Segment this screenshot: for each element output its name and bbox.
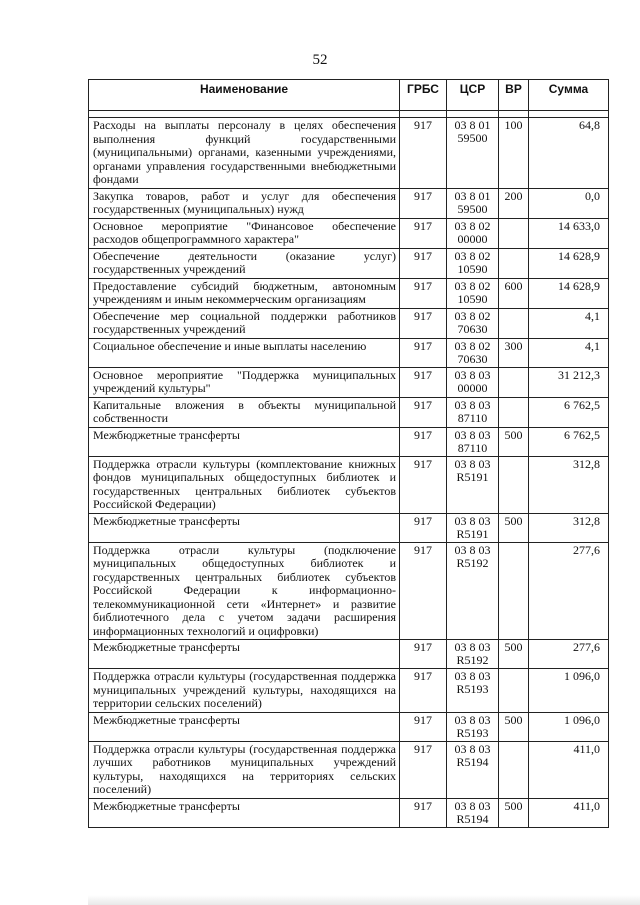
row-grbs: 917 — [400, 640, 447, 669]
page-edge-shadow — [88, 895, 640, 905]
row-csr: 03 8 03 R5194 — [447, 798, 499, 827]
row-csr: 03 8 01 59500 — [447, 118, 499, 189]
row-grbs: 917 — [400, 367, 447, 397]
table-row — [89, 278, 609, 308]
row-name: Поддержка отрасли культуры (подключение муниципальных общедоступных библиотек и государственных центральных библиотек субъектов Российской Федерации к информационно-телекоммуникационной сети «Интернет» и развитие библиотечного дела с учетом задачи расширения информационных технологий и оцифровки) — [89, 542, 400, 640]
row-grbs: 917 — [400, 427, 447, 456]
row-csr: 03 8 03 R5191 — [447, 456, 499, 513]
row-vr — [499, 218, 529, 248]
row-vr: 500 — [499, 798, 529, 827]
row-sum: 277,6 — [529, 640, 609, 669]
table-row — [89, 248, 609, 278]
row-vr — [499, 456, 529, 513]
row-grbs: 917 — [400, 248, 447, 278]
row-vr: 300 — [499, 338, 529, 367]
row-vr — [499, 248, 529, 278]
row-name: Межбюджетные трансферты — [89, 513, 400, 542]
row-csr: 03 8 03 R5193 — [447, 712, 499, 741]
table-row — [89, 427, 609, 456]
table-row — [89, 218, 609, 248]
table-body — [89, 118, 609, 828]
row-grbs: 917 — [400, 669, 447, 713]
row-name: Межбюджетные трансферты — [89, 798, 400, 827]
row-sum: 31 212,3 — [529, 367, 609, 397]
row-sum: 6 762,5 — [529, 397, 609, 427]
row-vr — [499, 669, 529, 713]
row-grbs: 917 — [400, 338, 447, 367]
table-row — [89, 669, 609, 713]
row-vr — [499, 397, 529, 427]
page-number: 52 — [312, 52, 328, 68]
table-row — [89, 741, 609, 798]
row-vr: 100 — [499, 118, 529, 189]
row-name: Основное мероприятие "Поддержка муниципальных учреждений культуры" — [89, 367, 400, 397]
row-grbs: 917 — [400, 397, 447, 427]
table-row — [89, 397, 609, 427]
row-csr: 03 8 02 70630 — [447, 308, 499, 338]
row-sum: 1 096,0 — [529, 712, 609, 741]
header-csr: ЦСР — [447, 80, 499, 111]
row-name: Предоставление субсидий бюджетным, автономным учреждениям и иным некоммерческим организациям — [89, 278, 400, 308]
row-name: Социальное обеспечение и иные выплаты населению — [89, 338, 400, 367]
header-grbs: ГРБС — [400, 80, 447, 111]
row-grbs: 917 — [400, 712, 447, 741]
row-sum: 64,8 — [529, 118, 609, 189]
row-name: Расходы на выплаты персоналу в целях обеспечения выполнения функций государственными (муниципальными) органами, казенными учреждениями, органами управления государственными внебюджетными фондами — [89, 118, 400, 189]
row-csr: 03 8 03 R5194 — [447, 741, 499, 798]
table-row — [89, 513, 609, 542]
row-grbs: 917 — [400, 798, 447, 827]
table-row — [89, 712, 609, 741]
row-csr: 03 8 02 70630 — [447, 338, 499, 367]
row-sum: 277,6 — [529, 542, 609, 640]
row-sum: 0,0 — [529, 188, 609, 218]
row-vr — [499, 308, 529, 338]
row-grbs: 917 — [400, 118, 447, 189]
row-sum: 312,8 — [529, 456, 609, 513]
row-sum: 14 628,9 — [529, 248, 609, 278]
row-vr — [499, 367, 529, 397]
row-csr: 03 8 03 R5192 — [447, 542, 499, 640]
row-grbs: 917 — [400, 741, 447, 798]
row-sum: 4,1 — [529, 338, 609, 367]
row-sum: 312,8 — [529, 513, 609, 542]
row-name: Капитальные вложения в объекты муниципальной собственности — [89, 397, 400, 427]
row-name: Поддержка отрасли культуры (государственная поддержка лучших работников муниципальных учреждений культуры, находящихся на территориях сельских поселений) — [89, 741, 400, 798]
table-row — [89, 456, 609, 513]
row-grbs: 917 — [400, 456, 447, 513]
row-sum: 14 633,0 — [529, 218, 609, 248]
row-csr: 03 8 03 87110 — [447, 397, 499, 427]
row-vr: 600 — [499, 278, 529, 308]
row-vr: 500 — [499, 427, 529, 456]
header-sum: Сумма — [529, 80, 609, 111]
row-csr: 03 8 02 10590 — [447, 248, 499, 278]
row-csr: 03 8 02 00000 — [447, 218, 499, 248]
table-row — [89, 640, 609, 669]
row-sum: 411,0 — [529, 798, 609, 827]
row-csr: 03 8 03 R5193 — [447, 669, 499, 713]
row-name: Основное мероприятие "Финансовое обеспечение расходов общепрограммного характера" — [89, 218, 400, 248]
row-sum: 411,0 — [529, 741, 609, 798]
row-grbs: 917 — [400, 188, 447, 218]
header-spacer — [89, 111, 609, 118]
row-vr: 500 — [499, 712, 529, 741]
row-vr: 500 — [499, 513, 529, 542]
row-grbs: 917 — [400, 542, 447, 640]
table-header — [89, 80, 609, 118]
row-csr: 03 8 03 00000 — [447, 367, 499, 397]
row-csr: 03 8 01 59500 — [447, 188, 499, 218]
row-sum: 4,1 — [529, 308, 609, 338]
row-csr: 03 8 03 R5192 — [447, 640, 499, 669]
row-name: Обеспечение мер социальной поддержки работников государственных учреждений — [89, 308, 400, 338]
row-sum: 6 762,5 — [529, 427, 609, 456]
row-name: Межбюджетные трансферты — [89, 712, 400, 741]
budget-table — [88, 79, 609, 828]
row-grbs: 917 — [400, 278, 447, 308]
row-name: Закупка товаров, работ и услуг для обеспечения государственных (муниципальных) нужд — [89, 188, 400, 218]
row-name: Обеспечение деятельности (оказание услуг) государственных учреждений — [89, 248, 400, 278]
table-row — [89, 188, 609, 218]
row-csr: 03 8 03 87110 — [447, 427, 499, 456]
row-vr — [499, 741, 529, 798]
row-name: Межбюджетные трансферты — [89, 640, 400, 669]
row-sum: 14 628,9 — [529, 278, 609, 308]
row-csr: 03 8 03 R5191 — [447, 513, 499, 542]
row-vr — [499, 542, 529, 640]
row-name: Межбюджетные трансферты — [89, 427, 400, 456]
row-vr: 200 — [499, 188, 529, 218]
row-grbs: 917 — [400, 218, 447, 248]
table-row — [89, 798, 609, 827]
row-name: Поддержка отрасли культуры (комплектование книжных фондов муниципальных общедоступных библиотек и государственных центральных библиотек субъектов Российской Федерации) — [89, 456, 400, 513]
table-row — [89, 118, 609, 189]
table-row — [89, 338, 609, 367]
row-sum: 1 096,0 — [529, 669, 609, 713]
row-grbs: 917 — [400, 308, 447, 338]
row-name: Поддержка отрасли культуры (государственная поддержка муниципальных учреждений культуры, находящихся на территории сельских поселений) — [89, 669, 400, 713]
row-grbs: 917 — [400, 513, 447, 542]
row-csr: 03 8 02 10590 — [447, 278, 499, 308]
table-row — [89, 308, 609, 338]
row-vr: 500 — [499, 640, 529, 669]
header-name: Наименование — [89, 80, 400, 111]
table-row — [89, 367, 609, 397]
table-row — [89, 542, 609, 640]
header-vr: ВР — [499, 80, 529, 111]
